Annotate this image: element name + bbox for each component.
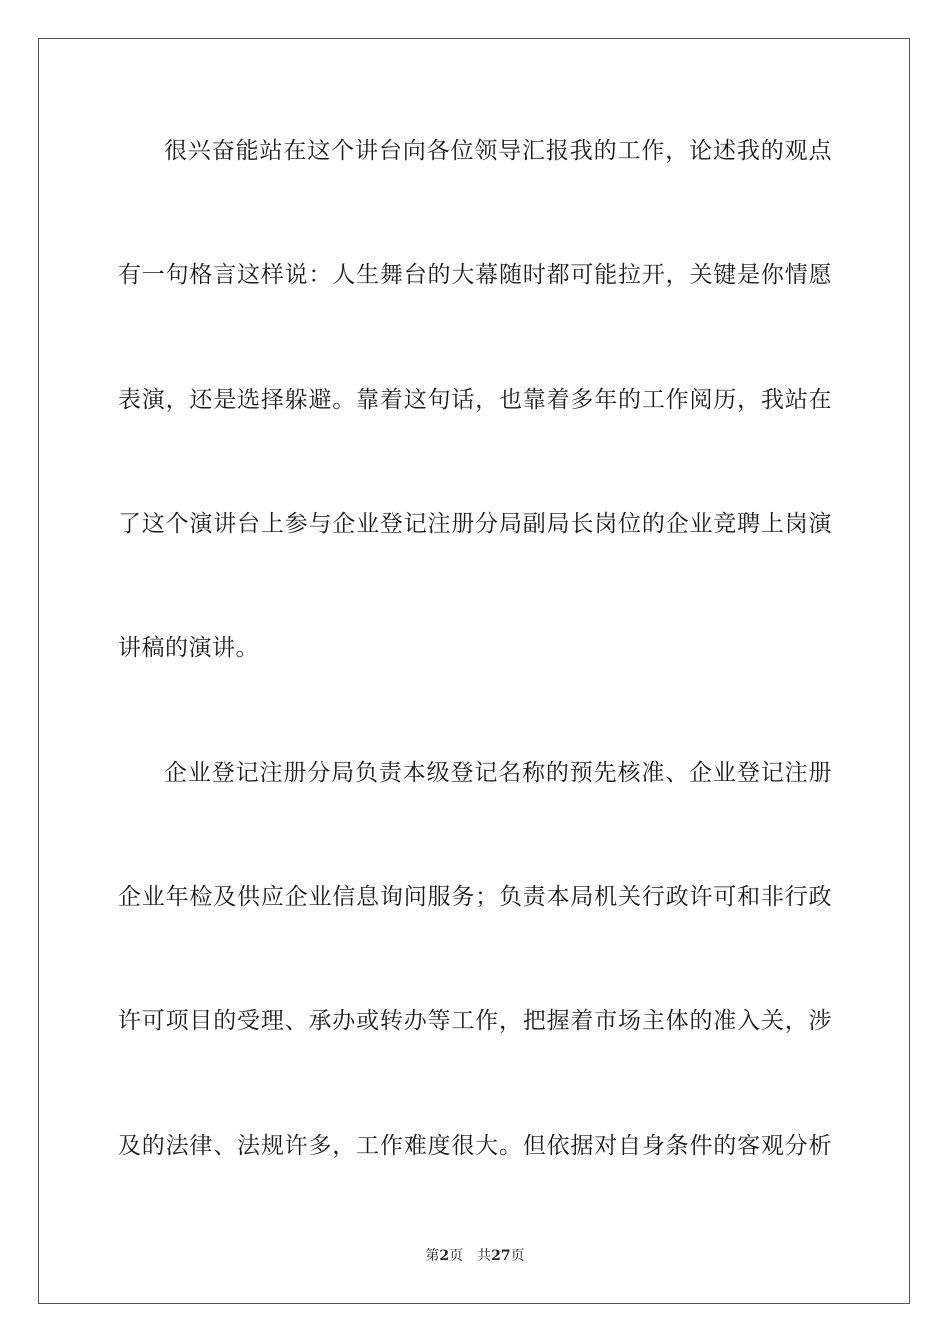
paragraph-1-line-2: 有一句格言这样说：人生舞台的大幕随时都可能拉开，关键是你情愿 <box>118 262 832 288</box>
paragraph-1-line-1: 很兴奋能站在这个讲台向各位领导汇报我的工作，论述我的观点 <box>164 138 832 164</box>
paragraph-2-line-2: 企业年检及供应企业信息询问服务；负责本局机关行政许可和非行政 <box>118 884 832 910</box>
paragraph-1-line-5: 讲稿的演讲。 <box>118 635 259 661</box>
paragraph-1-line-3: 表演，还是选择躲避。靠着这句话，也靠着多年的工作阅历，我站在 <box>118 387 832 413</box>
paragraph-2-line-3: 许可项目的受理、承办或转办等工作，把握着市场主体的准入关，涉 <box>118 1008 832 1034</box>
total-page-number: 27 <box>491 1248 511 1264</box>
page-suffix: 页 <box>449 1248 464 1264</box>
paragraph-2-line-4: 及的法律、法规许多，工作难度很大。但依据对自身条件的客观分析 <box>118 1133 832 1159</box>
total-suffix: 页 <box>510 1248 525 1264</box>
page-border <box>38 38 910 1304</box>
page-footer <box>0 1246 950 1266</box>
paragraph-2-line-1: 企业登记注册分局负责本级登记名称的预先核准、企业登记注册 <box>164 760 832 786</box>
total-prefix: 共 <box>477 1248 492 1264</box>
current-page-number: 2 <box>439 1248 450 1264</box>
paragraph-1-line-4: 了这个演讲台上参与企业登记注册分局副局长岗位的企业竞聘上岗演 <box>118 511 832 537</box>
page-prefix: 第 <box>425 1248 440 1264</box>
